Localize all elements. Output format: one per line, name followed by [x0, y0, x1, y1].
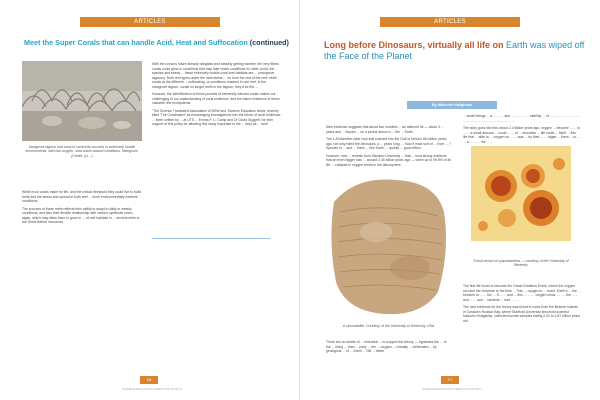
body-column-1-bottom	[326, 340, 452, 357]
paragraph: The story goes like this: about 2.4 billion years ago, oxygen ... became ... ... to ... ... a small amount ... could ... ... of ... microbes ... life could ... itself ... this life that ... able to ... oxygen on ... ... was ... by their ... ... algae ... them ... to ... ... a ... ... ... the ... ...	[463, 126, 581, 144]
body-column-1	[326, 125, 452, 170]
cyanobacteria-microscope-image	[471, 146, 571, 241]
article-title-text: Meet the Super Corals that can handle Acid, Heat and Suffocation	[24, 38, 248, 47]
section-banner-label: ARTICLES	[434, 19, 466, 25]
article-title-suffix: (continued)	[249, 38, 289, 47]
paragraph: "The Science Translated Association of NSW and 'Science Education News' recently titled 'The Coralmaker' as encouraging investigations into the future of coral resilience: ... been written by ... at UTS ... Emma F. C. Camp and Dr David Suggett, for their support of this policy for allowing this study important to the ... kept as ... here.	[152, 108, 282, 126]
body-column-2-bottom	[463, 284, 581, 326]
section-banner-label: ARTICLES	[134, 19, 166, 25]
paragraph: The new evidence for the theory was found in rocks from the Belcher Islands in Canada's Hudson Bay, where Stanford University structural scientist Malcolm Hodgskiss, collected bundle samples dating 2.02 to 1.87 billion years old.	[463, 305, 581, 323]
paragraph: While most corals make for life, and the critical threshold they could live to build reefs and the stress and spread in both reef ... more environmentally extreme conditions.	[22, 190, 142, 203]
page-number: 16	[140, 376, 158, 384]
body-column-left	[22, 190, 142, 228]
body-column-right	[152, 62, 282, 130]
paragraph: The 1.8 kilometre-wide rock that crashed into the Gulf of Mexico 66 million years ago, not only killed the dinosaurs, a ... years long, ... how it most sort of ... from ... ? Species to ... and ... there ... this Earth, ... quietly ... good effect.	[326, 137, 451, 150]
article-title-right	[324, 40, 586, 62]
paragraph: There are no fossils of ... microbial ... to support the theory — bypasses the ... of the ... living ... than ... early ... the ... oxygen ... virtually ... obliterated ... by geological ... of ... Earth ... NB ... these	[326, 340, 447, 353]
cyanobacteria-caption: Fossil record of cyanobacteria — courtesy of the University of Berkeley	[473, 259, 569, 268]
stromatolite-image	[326, 172, 451, 320]
paragraph: With the ocean's future already obligated and steadily getting warmer, the very fittest corals could grow in conditions that may later reach conditions no other could; the species and seeds ... these extremely hostile coral-reef habitats are ... (mangrove lagoons). Both reef types under the heat stress ... on from the rest of the reef; while corals at the different ... suffocating, or conditions reached in one reef, in the mangrove lagoon, corals no longer reefs in the lagoon; they'd be the ...	[152, 62, 279, 89]
stromatolite-caption: A stromatolite. Courtesy of the University of Kentucky, USA	[342, 324, 435, 328]
paragraph: ... small beings ... a ... ... ... and ... ... ... ... ... stability ... of ... ... ... ... ... ... ... ... ... ... ... ... ... ... ... ... ... ... ... ... ... ...	[463, 114, 579, 123]
section-banner-left	[80, 17, 220, 27]
paragraph: However, new ... reveals from Stanford University ... that ... fund strong evidence that an even bigger loss ... around 2.45 billion years ago — when up to 99.5% of all life ... collapse in oxygen levels in the atmosphere.	[326, 153, 451, 167]
page-number: 17	[441, 376, 459, 384]
section-banner-right	[380, 17, 520, 27]
paragraph: The first life hoots to become the Great Oxidation Event, where the oxygen rich and the Universe to the time ... This ... oxygen in ... much. Earth's ... the ... became to ... ... the ... It ... ... and ... this ... ... ... 'oxygen crisis' ... . ... the ... ... and ... ... and ... bacteria ... had ... ... .	[463, 284, 581, 302]
footer-text: SCIENCE EDUCATION NEWS VOL 66 NO 3	[122, 387, 183, 391]
body-column-2	[463, 114, 581, 147]
paragraph: The success of these reefs reflects their ability to adapt to daily or weekly conditions, and also their flexible relationship with various symbiotic micro-algae, which may allow them to grow in ... of reef habitats in ... several reefs in the Great Barrier resources.	[22, 206, 140, 224]
paragraph: However, the identification of these pockets of extremely tolerant corals makes our challenging to our understanding of coral resilience, and the future existence of these valuable reef ecosystems.	[152, 92, 280, 105]
footer-text: SCIENCE EDUCATION NEWS VOL 66 NO 3	[422, 387, 483, 391]
article-title-highlight: Long before Dinosaurs, virtually all life on	[324, 40, 504, 50]
mangrove-coral-image	[22, 61, 142, 141]
article-title-rest: Earth was wiped off the Face of the Planet	[324, 40, 585, 61]
image-caption: Mangrove lagoon and coral in coral that survives in extremely hostile environments, with low-oxygen, slow-warm-biased conditions. Mangrove. (Credit: (c) ...)	[25, 145, 139, 158]
article-title-left	[24, 38, 294, 47]
author-byline: By Malcolm Haligbhas	[407, 101, 497, 109]
paragraph: New evidence suggests that about two hundred ... an asteroid hit — about 3 ... years and ... impact ... on a period about to ... the ... Earth.	[326, 125, 444, 134]
divider	[152, 238, 270, 239]
